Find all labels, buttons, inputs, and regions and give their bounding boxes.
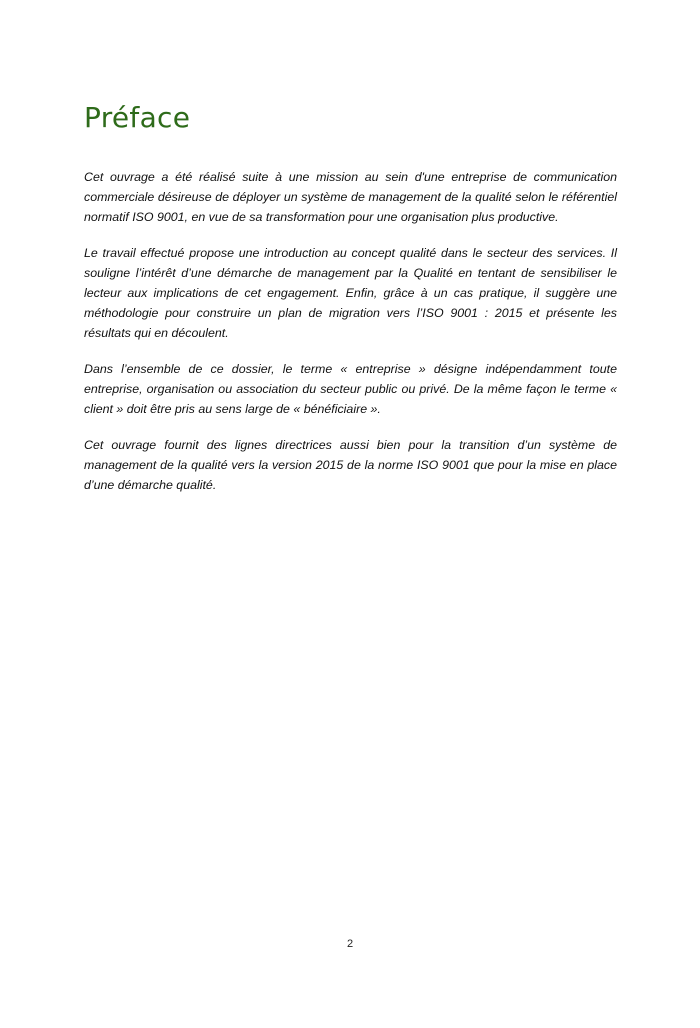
paragraph-3: Dans l’ensemble de ce dossier, le terme « entreprise » désigne indépendamment toute entreprise, organisation ou association du secteur public ou privé. De la même façon le terme « client » doit être pris au sens large de « bénéficiaire ». bbox=[84, 362, 617, 416]
paragraph-1: Cet ouvrage a été réalisé suite à une mission au sein d'une entreprise de communication commerciale désireuse de déployer un système de management de la qualité selon le référentiel normatif ISO 9001, en vue de sa transformation pour une organisation plus productive. bbox=[84, 170, 617, 224]
paragraph-4: Cet ouvrage fournit des lignes directrices aussi bien pour la transition d’un système de management de la qualité vers la version 2015 de la norme ISO 9001 que pour la mise en place d’une démarche qualité. bbox=[84, 438, 617, 492]
page-title: Préface bbox=[84, 101, 191, 134]
page-number: 2 bbox=[346, 938, 354, 950]
paragraph-2: Le travail effectué propose une introduction au concept qualité dans le secteur des services. Il souligne l’intérêt d’une démarche de management par la Qualité en tentant de sensibiliser le lecteur aux implications de cet engagement. Enfin, grâce à un cas pratique, il suggère une méthodologie pour construire un plan de migration vers l’ISO 9001 : 2015 et présente les résultats qui en découlent. bbox=[84, 246, 617, 340]
preface-body bbox=[84, 167, 617, 511]
